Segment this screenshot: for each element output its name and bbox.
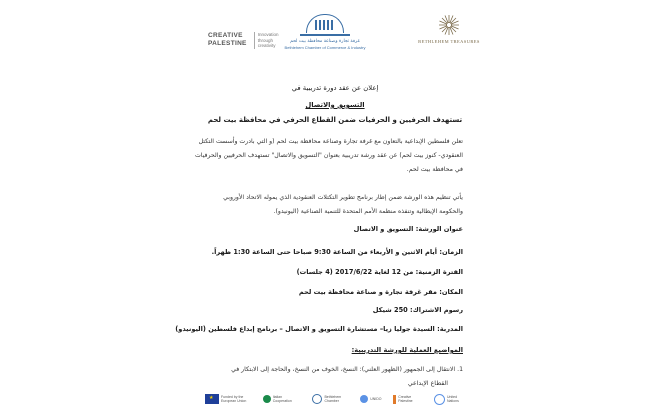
topic-item1-line2: القطاع الإبداعي xyxy=(407,380,448,387)
para2-line1: يأتي تنظيم هذه الورشة ضمن إطار برنامج تطوير التكتلات العنقودية الذي يموله الاتحاد الأوروبي xyxy=(223,194,463,201)
treasures-logo-text: BETHLEHEM TREASURES xyxy=(418,39,480,44)
creative-logo-sub2: through xyxy=(257,37,273,43)
un-logo-text: United Nations xyxy=(446,395,459,403)
workshop-place: المكان: مقر غرفة تجارة و صناعة محافظة بيت لحم xyxy=(298,288,463,296)
eu-logo xyxy=(205,393,251,405)
unido-logo-text: UNIDO xyxy=(370,397,382,401)
eu-flag-icon xyxy=(205,394,219,404)
topic-heading: التسويق والاتصال xyxy=(305,101,365,109)
creative-logo-sub3: creativity xyxy=(257,43,276,48)
topics-heading: المواضيع العملية للورشة التدريبية: xyxy=(351,346,463,354)
workshop-time: الزمان: أيام الاثنين و الأربعاء من الساعة 9:30 صباحا حتى الساعة 1:30 ظهراً. xyxy=(211,248,463,256)
chamber-logo-ar: غرفة تجارة وصناعة محافظة بيت لحم xyxy=(290,39,360,44)
chamber-emblem-icon xyxy=(306,14,344,33)
para2-line2: والحكومة الإيطالية وتنفذه منظمة الأمم المتحدة للتنمية الصناعية (اليونيدو). xyxy=(273,208,463,215)
un-emblem-icon xyxy=(434,394,445,405)
workshop-trainer: المدربة: السيدة جوليا زيا– مستشارة التسويق و الاتصال – برنامج إبداع فلسطين (اليونيدو) xyxy=(175,325,463,333)
workshop-title: عنوان الورشة: التسويق و الاتصال xyxy=(353,225,463,233)
italy-emblem-icon xyxy=(263,395,271,403)
eu-logo-text: Funded by the European Union xyxy=(221,395,247,403)
unido-globe-icon xyxy=(360,395,368,403)
chamber-logo-en: Bethlehem Chamber of Commerce & Industry xyxy=(284,45,366,50)
unido-logo xyxy=(360,393,381,405)
announcement-heading: إعلان عن عقد دورة تدريبية في xyxy=(291,84,379,92)
creative-logo-sub1: Innovation xyxy=(257,32,279,37)
chamber-footer-logo xyxy=(312,393,348,405)
star-burst-icon xyxy=(438,14,460,36)
chamber-footer-icon xyxy=(312,394,322,404)
para1-line1: تعلن فلسطين الإبداعية بالتعاون مع غرفة تجارة وصناعة محافظة بيت لحم (و التي بادرت وأسست التكتل xyxy=(198,138,463,145)
italian-cooperation-logo xyxy=(263,393,301,405)
creative-footer-text: Creative Palestine xyxy=(398,395,413,403)
chamber-footer-text: Bethlehem Chamber xyxy=(324,395,342,403)
un-logo xyxy=(434,393,467,405)
creative-logo-line2: PALESTINE xyxy=(208,40,247,47)
bethlehem-treasures-logo xyxy=(420,14,478,56)
creative-footer-mark-icon xyxy=(393,395,396,404)
creative-palestine-logo xyxy=(205,18,279,54)
footer-logos xyxy=(205,392,467,406)
para1-line2: العنقودي- كنوز بيت لحم) عن عقد ورشة تدريبية بعنوان "التسويق والاتصال" تستهدف الحرفيين والحرفيات xyxy=(194,152,463,159)
target-audience-heading: تستهدف الحرفيين و الحرفيات ضمن القطاع الحرفي في محافظة بيت لحم xyxy=(207,116,463,124)
workshop-period: الفترة الزمنية: من 12 لغاية 2017/6/22 (4 جلسات) xyxy=(296,268,463,276)
creative-footer-logo xyxy=(393,393,422,405)
topic-item1-line1: 1. الانتقال إلى الجمهور (الظهور العلني): النسخ، الخوف من النسخ، والحاجة إلى الابتكار في xyxy=(231,366,463,373)
creative-logo-line1: CREATIVE xyxy=(208,32,243,39)
para1-line3: في محافظة بيت لحم. xyxy=(406,166,463,173)
chamber-of-commerce-logo xyxy=(285,14,365,54)
italian-logo-text: Italian Cooperation xyxy=(272,395,292,403)
workshop-fee: رسوم الاشتراك: 250 شيكل xyxy=(372,306,463,314)
